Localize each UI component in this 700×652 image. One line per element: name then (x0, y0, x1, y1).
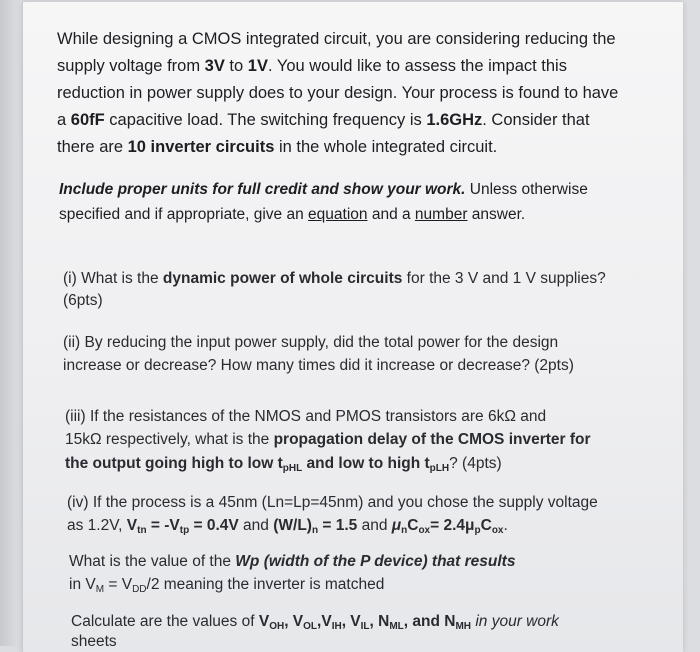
intro-line-2: supply voltage from 3V to 1V. You would like to assess the impact this (57, 57, 567, 75)
question-6-line-2: sheets (71, 633, 117, 649)
question-4-line-2: as 1.2V, $V_{tn} = -V_{tp} = 0.4V$ and $(W/L)_n = 1.5$ and $\mu_nC_{ox}= 2.4\mu_pC_{ox}$. (67, 517, 508, 536)
question-1-line-1: (i) What is the dynamic power of whole circuits for the 3 V and 1 V supplies? (63, 270, 606, 287)
question-6-line-1: Calculate are the values of $V_{OH}$, $V_{OL},V_{IH}$, $V_{IL}$, $N_{ML}$, and $N_{MH}$ in your work (71, 613, 559, 632)
instructions-line-2: specified and if appropriate, give an equation and a number answer. (59, 206, 526, 223)
intro-line-1: While designing a CMOS integrated circuit, you are considering reducing the (57, 30, 616, 48)
intro-line-4: a 60fF capacitive load. The switching frequency is 1.6GHz. Consider that (57, 111, 590, 129)
intro-line-5: there are 10 inverter circuits in the whole integrated circuit. (57, 138, 498, 156)
intro-line-3: reduction in power supply does to your design. Your process is found to have (57, 84, 619, 102)
question-2-line-2: increase or decrease? How many times did it increase or decrease? (2pts) (63, 357, 574, 374)
question-1-line-2: (6pts) (63, 292, 103, 309)
question-3-line-3: the output going high to low $t_{pHL}$ and low to high $t_{pLH}$? (4pts) (65, 455, 502, 474)
question-2-line-1: (ii) By reducing the input power supply, did the total power for the design (63, 334, 559, 351)
instructions-line-1: Include proper units for full credit and show your work. Unless otherwise (59, 181, 588, 198)
question-5-line-2: in $V_M = V_{DD}/2$ meaning the inverter is matched (69, 576, 385, 595)
question-4-line-1: (iv) If the process is a 45nm (Ln=Lp=45nm) and you chose the supply voltage (67, 494, 598, 511)
question-5-line-1: What is the value of the Wp (width of the P device) that results (69, 553, 516, 570)
background-edge (0, 0, 22, 646)
question-3-line-2: 15kΩ respectively, what is the propagation delay of the CMOS inverter for (65, 431, 591, 448)
question-sheet (22, 2, 683, 652)
question-3-line-1: (iii) If the resistances of the NMOS and PMOS transistors are 6kΩ and (65, 408, 547, 425)
